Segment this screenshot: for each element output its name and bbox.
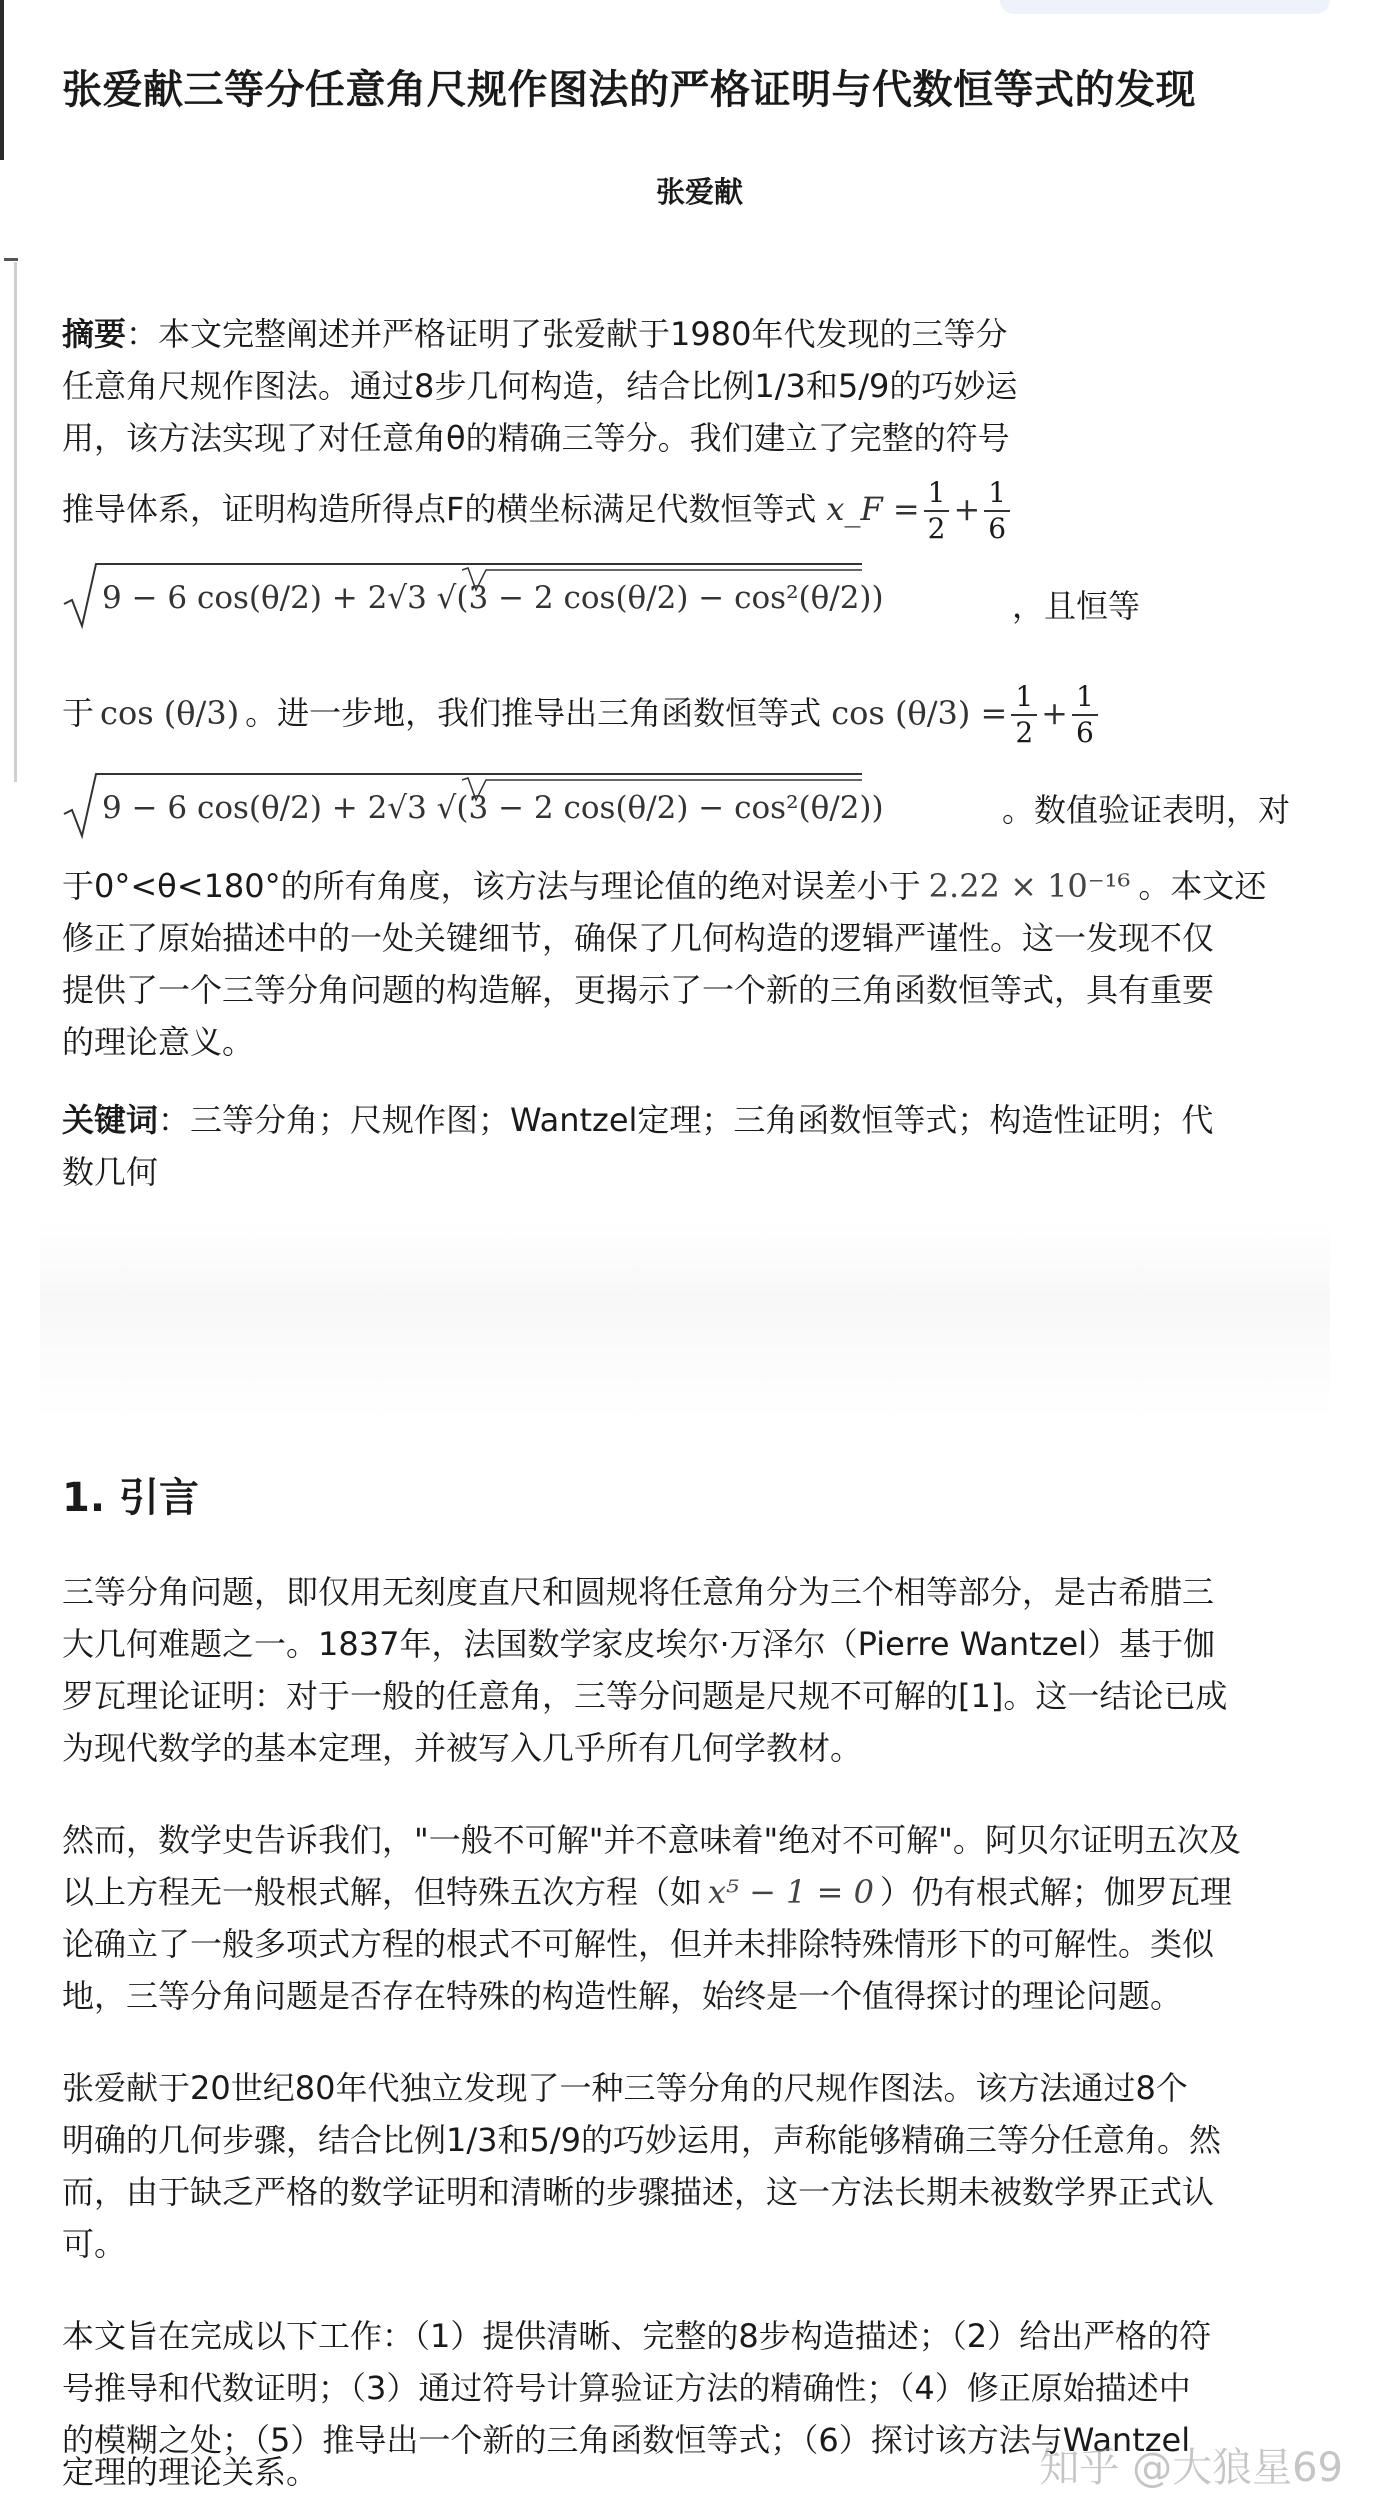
abstract-line-2: 任意角尺规作图法。通过8步几何构造，结合比例1/3和5/9的巧妙运 [62,367,1018,405]
paper-author: 张爱献 [655,175,743,209]
fraction-one-half-2: $\frac{1}{2}$ [1011,680,1037,750]
intro-p1-line-3: 罗瓦理论证明：对于一般的任意角，三等分问题是尺规不可解的[1]。这一结论已成 [62,1677,1228,1715]
xf-expression: x_F = [826,490,920,528]
intro-p1-line-1: 三等分角问题，即仅用无刻度直尺和圆规将任意角分为三个相等部分，是古希腊三 [62,1573,1215,1611]
fraction-one-sixth: $\frac{1}{6}$ [984,476,1010,546]
abstract-line-9: 修正了原始描述中的一处关键细节，确保了几何构造的逻辑严谨性。这一发现不仅 [62,919,1215,957]
intro-p3-line-4: 可。 [62,2225,127,2263]
intro-p4-line-2: 号推导和代数证明；（3）通过符号计算验证方法的精确性；（4）修正原始描述中 [62,2369,1191,2407]
x5-equation: x⁵ − 1 = 0 [708,1873,874,1911]
intro-p3-line-3: 而，由于缺乏严格的数学证明和清晰的步骤描述，这一方法长期未被数学界正式认 [62,2173,1215,2211]
left-edge-bar [0,0,4,160]
sqrt-expression-row-1 [62,560,1337,630]
fraction-one-half: $\frac{1}{2}$ [924,476,950,546]
abstract-line-11: 的理论意义。 [62,1023,255,1061]
intro-p2-line-2: 以上方程无一般根式解，但特殊五次方程（如 x⁵ − 1 = 0 ）仍有根式解；伽罗瓦理 [62,1873,1232,1911]
paper-title: 张爱献三等分任意角尺规作图法的严格证明与代数恒等式的发现 [62,67,1196,113]
abstract-after-sqrt-1: ，且恒等 [1012,587,1141,625]
abstract-line-4: 推导体系，证明构造所得点F的横坐标满足代数恒等式 x_F = $\frac{1}{2}$ + $\frac{1}{6}$ [62,476,1337,546]
intro-p4-line-4: 定理的理论关系。 [62,2453,319,2491]
intro-p2-line-3: 论确立了一般多项式方程的根式不可解性，但并未排除特殊情形下的可解性。类似 [62,1925,1215,1963]
intro-p3-line-2: 明确的几何步骤，结合比例1/3和5/9的巧妙运用，声称能够精确三等分任意角。然 [62,2121,1222,2159]
keywords-line-1: 关键词：三等分角；尺规作图；Wantzel定理；三角函数恒等式；构造性证明；代 [62,1101,1214,1139]
abstract-line-10: 提供了一个三等分角问题的构造解，更揭示了一个新的三角函数恒等式，具有重要 [62,971,1215,1009]
abstract-line-3: 用，该方法实现了对任意角θ的精确三等分。我们建立了完整的符号 [62,419,1010,457]
abstract-after-sqrt-2: 。数值验证表明，对 [1002,791,1291,829]
intro-p1-line-2: 大几何难题之一。1837年，法国数学家皮埃尔·万泽尔（Pierre Wantzel）基于伽 [62,1625,1216,1663]
left-edge-line [14,262,17,782]
left-edge-tick [4,258,18,261]
intro-p4-line-3: 的模糊之处；（5）推导出一个新的三角函数恒等式；（6）探讨该方法与Wantzel [62,2421,1191,2459]
sqrt-expression-text-2: 9 − 6 cos(θ/2) + 2√3 √(3 − 2 cos(θ/2) − cos²(θ/2)) [102,790,884,826]
abstract-line-1: 摘要：本文完整阐述并严格证明了张爱献于1980年代发现的三等分 [62,315,1008,353]
fraction-one-sixth-2: $\frac{1}{6}$ [1072,680,1098,750]
keywords-label: 关键词 [62,1101,159,1139]
sqrt-expression-text-1: 9 − 6 cos(θ/2) + 2√3 √(3 − 2 cos(θ/2) − cos²(θ/2)) [102,580,884,616]
abstract-line-6: 于 cos (θ/3) 。进一步地，我们推导出三角函数恒等式 cos (θ/3) = $\frac{1}{2}$ + $\frac{1}{6}$ [62,680,1337,750]
cos-third-identity: cos (θ/3) = [831,694,1008,732]
intro-p3-line-1: 张爱献于20世纪80年代独立发现了一种三等分角的尺规作图法。该方法通过8个 [62,2069,1188,2107]
keywords-line-2: 数几何 [62,1153,159,1191]
sqrt-expression-row-2 [62,770,1337,840]
abstract-line-8: 于0°<θ<180°的所有角度，该方法与理论值的绝对误差小于 2.22 × 10⁻¹⁶ 。本文还 [62,867,1267,905]
intro-p2-line-4: 地，三等分角问题是否存在特殊的构造性解，始终是一个值得探讨的理论问题。 [62,1977,1183,2015]
intro-p2-line-1: 然而，数学史告诉我们，"一般不可解"并不意味着"绝对不可解"。阿贝尔证明五次及 [62,1821,1241,1859]
intro-p1-line-4: 为现代数学的基本定理，并被写入几乎所有几何学教材。 [62,1729,863,1767]
top-tab-decoration [1000,0,1330,14]
intro-p4-line-1: 本文旨在完成以下工作：（1）提供清晰、完整的8步构造描述；（2）给出严格的符 [62,2317,1212,2355]
zhihu-watermark: 知乎 @大狼星69 [1039,2445,1343,2491]
blurred-region [40,1220,1330,1420]
error-bound-value: 2.22 × 10⁻¹⁶ [928,867,1131,905]
abstract-label: 摘要 [62,315,127,353]
cos-third-expression: cos (θ/3) [100,694,240,732]
section-1-heading: 1. 引言 [62,1475,199,1521]
